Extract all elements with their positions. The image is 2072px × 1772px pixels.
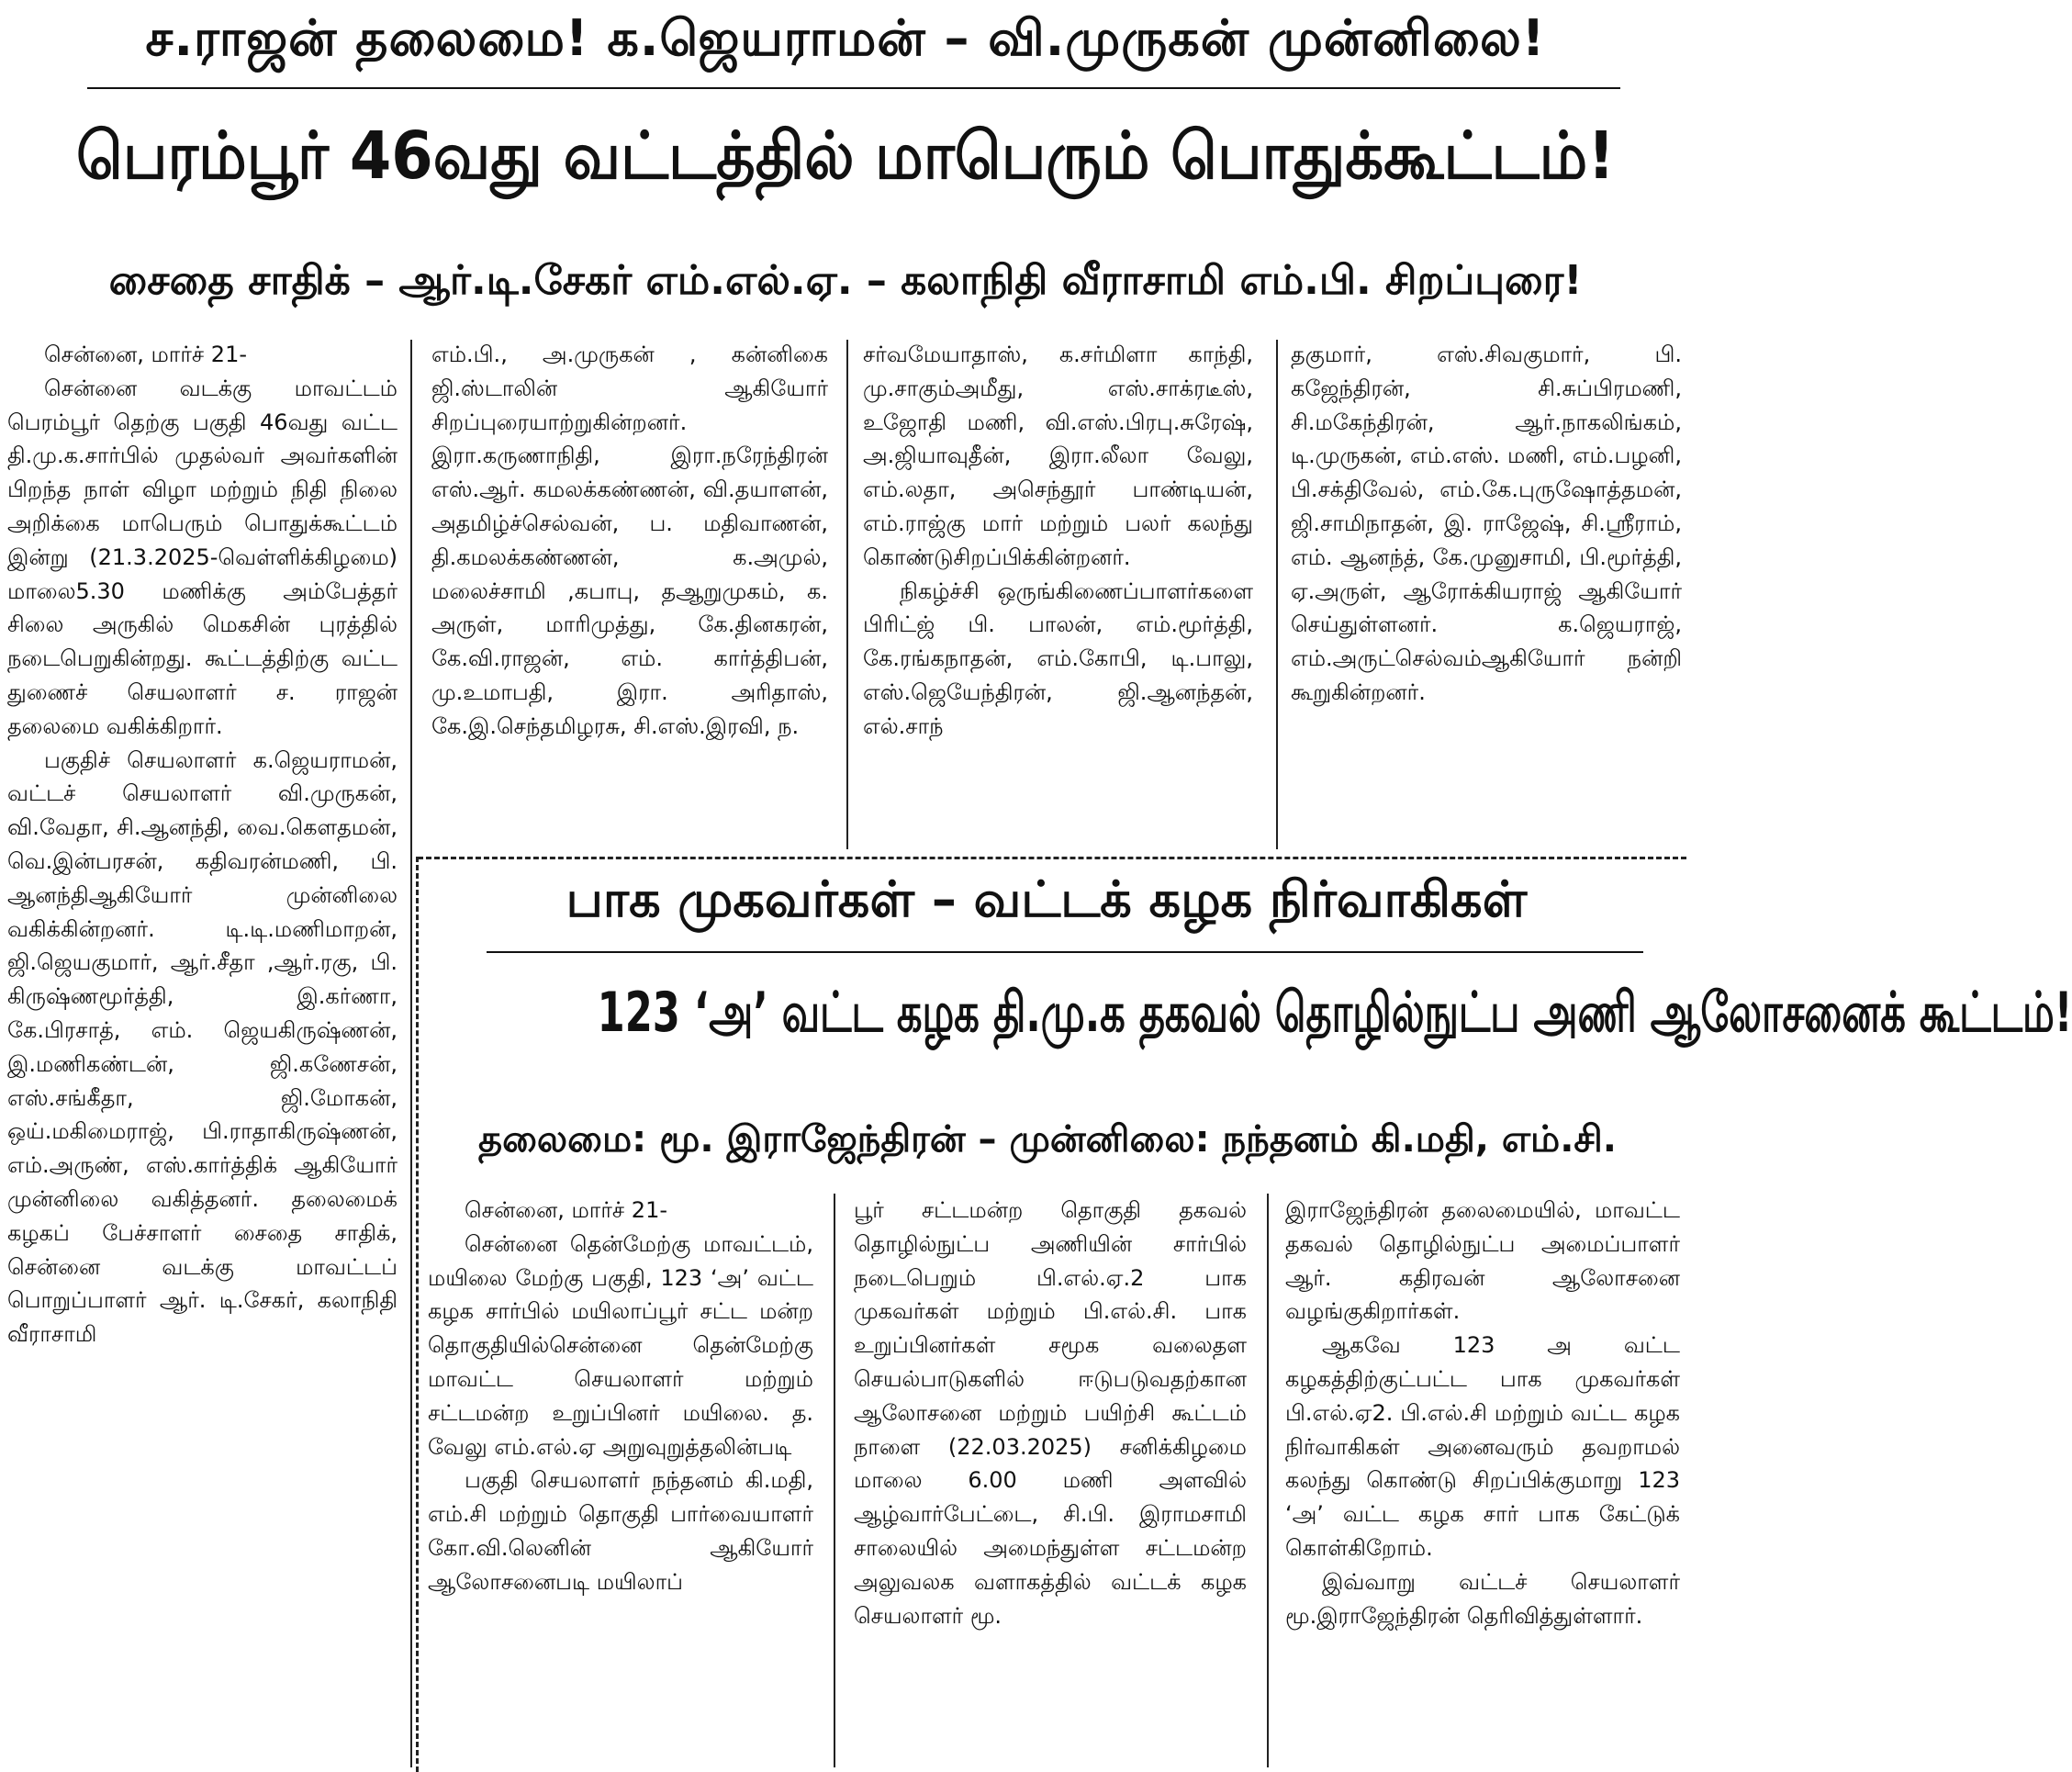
story1-paragraph: சர்வமேயாதாஸ், க.சர்மிளா காந்தி, மு.சாகும்அமீது, எஸ்.சாக்ரடீஸ், உஜோதி மணி, வி.எஸ்.பிரபு.சுரேஷ், அ.ஜியாவுதீன், இரா.லீலா வேலு, எம்.லதா, அசெந்தூர் பாண்டியன், எம்.ராஜ்கு மார் மற்றும் பலர் கலந்து கொண்டுசிறப்பிக்கின்றனர். — [863, 342, 1253, 570]
kicker-rule — [87, 87, 1620, 89]
column-divider — [846, 340, 848, 849]
column-divider — [1276, 340, 1278, 849]
story2-paragraph: இராஜேந்திரன் தலைமையில், மாவட்ட தகவல் தொழில்நுட்ப அமைப்பாளர் ஆர். கதிரவன் ஆலோசனை வழங்குகிறார்கள். — [1285, 1197, 1680, 1325]
story1-column-2 — [431, 338, 828, 744]
story1-paragraph: நிகழ்ச்சி ஒருங்கிணைப்பாளர்களை பிரிட்ஜ் பி. பாலன், எம்.மூர்த்தி, கே.ரங்கநாதன், எம்.கோபி, டி.பாலு, எஸ்.ஜெயேந்திரன், ஜி.ஆனந்தன், எல்.சாந் — [863, 578, 1253, 739]
story2-paragraph: பூர் சட்டமன்ற தொகுதி தகவல் தொழில்நுட்ப அணியின் சார்பில் நடைபெறும் பி.எல்.ஏ.2 பாக முகவர்கள் மற்றும் பி.எல்.சி. பாக உறுப்பினர்கள் சமூக வலைதள செயல்பாடுகளில் ஈடுபடுவதற்கான ஆலோசனை மற்றும் பயிற்சி கூட்டம் நாளை (22.03.2025) சனிக்கிழமை மாலை 6.00 மணி அளவில் ஆழ்வார்பேட்டை, சி.பி. இராமசாமி சாலையில் அமைந்துள்ள சட்டமன்ற அலுவலக வளாகத்தில் வட்டக் கழக செயலாளர் மூ. — [854, 1197, 1247, 1629]
story1-paragraph: சென்னை வடக்கு மாவட்டம் பெரம்பூர் தெற்கு பகுதி 46வது வட்ட தி.மு.க.சார்பில் முதல்வர் அவர்களின் பிறந்த நாள் விழா மற்றும் நிதி நிலை அறிக்கை மாபெரும் பொதுக்கூட்டம் இன்று (21.3.2025-வெள்ளிக்கிழமை) மாலை5.30 மணிக்கு அம்பேத்தர் சிலை அருகில் மெகசின் புரத்தில் நடைபெறுகின்றது. கூட்டத்திற்கு வட்ட துணைச் செயலாளர் ச. ராஜன் தலைமை வகிக்கிறார். — [7, 375, 398, 739]
story2-paragraph: பகுதி செயலாளர் நந்தனம் கி.மதி, எம்.சி மற்றும் தொகுதி பார்வையாளர் கோ.வி.லெனின் ஆகியோர் ஆலோசனைபடி மயிலாப் — [428, 1467, 813, 1595]
story1-column-3 — [863, 338, 1253, 744]
column-divider — [410, 340, 412, 1767]
story2-dateline: சென்னை, மார்ச் 21- — [465, 1197, 667, 1223]
story1-kicker: ச.ராஜன் தலைமை! க.ஜெயராமன் – வி.முருகன் முன்னிலை! — [145, 9, 1546, 67]
story2-box-top — [418, 857, 1686, 859]
column-divider — [834, 1194, 835, 1767]
story2-paragraph: ஆகவே 123 அ வட்ட கழகத்திற்குட்பட்ட பாக முகவர்கள் பி.எல்.ஏ2. பி.எல்.சி மற்றும் வட்ட கழக நிர்வாகிகள் அனைவரும் தவறாமல் கலந்து கொண்டு சிறப்பிக்குமாறு 123 ‘அ’ வட்ட கழக சார் பாக கேட்டுக் கொள்கிறோம். — [1285, 1332, 1680, 1561]
story2-paragraph: இவ்வாறு வட்டச் செயலாளர் மூ.இராஜேந்திரன் தெரிவித்துள்ளார். — [1285, 1568, 1680, 1629]
story1-column-4 — [1291, 338, 1682, 710]
story2-column-1 — [428, 1194, 813, 1599]
story2-kicker: பாக முகவர்கள் – வட்டக் கழக நிர்வாகிகள் — [566, 870, 1528, 928]
story2-subhead: தலைமை: மூ. இராஜேந்திரன் – முன்னிலை: நந்தனம் கி.மதி, எம்.சி. — [478, 1118, 1617, 1161]
story2-paragraph: சென்னை தென்மேற்கு மாவட்டம், மயிலை மேற்கு பகுதி, 123 ‘அ’ வட்ட கழக சார்பில் மயிலாப்பூர் சட்ட மன்ற தொகுதியில்சென்னை தென்மேற்கு மாவட்ட செயலாளர் மற்றும் சட்டமன்ற உறுப்பினர் மயிலை. த. வேலு எம்.எல்.ஏ அறுவுறுத்தலின்படி — [428, 1230, 813, 1460]
story1-paragraph: பகுதிச் செயலாளர் க.ஜெயராமன், வட்டச் செயலாளர் வி.முருகன், வி.வேதா, சி.ஆனந்தி, வை.கௌதமன், வெ.இன்பரசன், கதிவரன்மணி, பி. ஆனந்திஆகியோர் முன்னிலை வகிக்கின்றனர். டி.டி.மணிமாறன், ஜி.ஜெயகுமார், ஆர்.சீதா ,ஆர்.ரகு, பி. கிருஷ்ணமூர்த்தி, இ.கர்ணா, கே.பிரசாத், எம். ஜெயகிருஷ்ணன், இ.மணிகண்டன், ஜி.கணேசன், எஸ்.சங்கீதா, ஜி.மோகன், ஒய்.மகிமைராஜ், பி.ராதாகிருஷ்ணன், எம்.அருண், எஸ்.கார்த்திக் ஆகியோர் முன்னிலை வகித்தனர். தலைமைக் கழகப் பேச்சாளர் சைதை சாதிக், சென்னை வடக்கு மாவட்டப் பொறுப்பாளர் ஆர். டி.சேகர், கலாநிதி வீராசாமி — [7, 746, 398, 1348]
column-divider — [1267, 1194, 1269, 1767]
story1-headline: பெரம்பூர் 46வது வட்டத்தில் மாபெரும் பொதுக்கூட்டம்! — [75, 118, 1615, 194]
story1-dateline: சென்னை, மார்ச் 21- — [44, 342, 247, 367]
story2-column-3 — [1285, 1194, 1680, 1632]
story1-paragraph: தகுமார், எஸ்.சிவகுமார், பி. கஜேந்திரன், சி.சுப்பிரமணி, சி.மகேந்திரன், ஆர்.நாகலிங்கம், டி.முருகன், எம்.எஸ். மணி, எம்.பழனி, பி.சக்திவேல், எம்.கே.புருஷோத்தமன், ஜி.சாமிநாதன், இ. ராஜேஷ், சி.ஸ்ரீராம், எம். ஆனந்த், கே.முனுசாமி, பி.மூர்த்தி, ஏ.அருள், ஆரோக்கியராஜ் ஆகியோர் செய்துள்ளனர். க.ஜெயராஜ், எம்.அருட்செல்வம்ஆகியோர் நன்றி கூறுகின்றனர். — [1291, 342, 1682, 705]
story1-column-1 — [7, 338, 398, 1766]
story2-box-left — [416, 857, 419, 1772]
story1-subhead: சைதை சாதிக் – ஆர்.டி.சேகர் எம்.எல்.ஏ. – கலாநிதி வீராசாமி எம்.பி. சிறப்புரை! — [108, 257, 1583, 304]
story2-kicker-rule — [487, 951, 1643, 953]
story1-paragraph: எம்.பி., அ.முருகன் , கன்னிகை ஜி.ஸ்டாலின் ஆகியோர் சிறப்புரையாற்றுகின்றனர். இரா.கருணாநிதி, இரா.நரேந்திரன் எஸ்.ஆர். கமலக்கண்ணன், வி.தயாளன், அதமிழ்ச்செல்வன், ப. மதிவாணன், தி.கமலக்கண்ணன், க.அமுல், மலைச்சாமி ,கபாபு, தஆறுமுகம், க. அருள், மாரிமுத்து, கே.தினகரன், கே.வி.ராஜன், எம். கார்த்திபன், மு.உமாபதி, இரா. அரிதாஸ், கே.இ.செந்தமிழரசு, சி.எஸ்.இரவி, ந. — [431, 342, 828, 739]
story2-headline: 123 ‘அ’ வட்ட கழக தி.மு.க தகவல் தொழில்நுட்ப அணி ஆலோசனைக் கூட்டம்! — [597, 981, 2072, 1045]
story2-column-2 — [854, 1194, 1247, 1632]
